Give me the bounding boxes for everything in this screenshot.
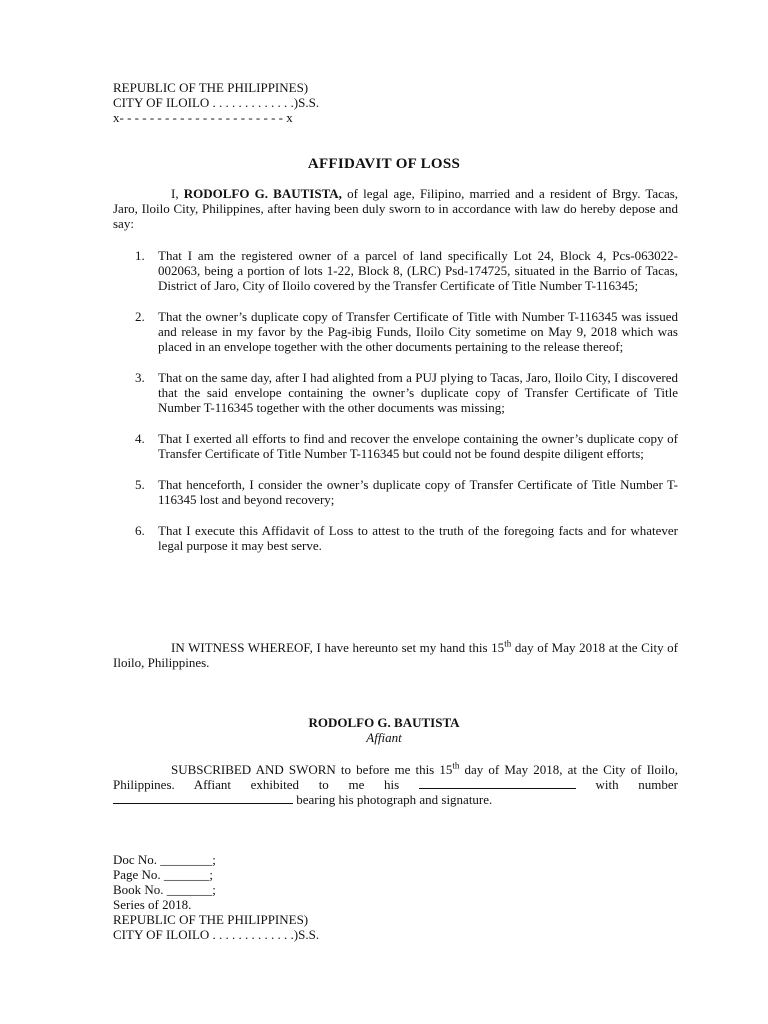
signature-block: [0, 715, 768, 745]
caption-city: CITY OF ILOILO . . . . . . . . . . . . .)S.S.: [113, 95, 320, 110]
intro-paragraph: [113, 186, 678, 231]
item-text: That I exerted all efforts to find and recover the envelope containing the owner’s duplicate copy of Transfer Certificate of Title Number T-116345 but could not be found despite diligent efforts;: [158, 431, 678, 461]
item-number: 2.: [135, 309, 145, 324]
witness-text-end: day of May 2018 at the City of Iloilo, Philippines.: [113, 640, 679, 670]
item-text: That I am the registered owner of a parcel of land specifically Lot 24, Block 4, Pcs-063022-002063, being a portion of lots 1-22, Block 8, (LRC) Psd-174725, situated in the Barrio of Tacas, District of Jaro, City of Iloilo covered by the Transfer Certificate of Title Number T-116345;: [158, 248, 678, 293]
list-item: [113, 309, 678, 354]
witness-paragraph: [113, 640, 678, 670]
id-number-blank[interactable]: [113, 792, 293, 804]
jurat-text-end: bearing his photograph and signature.: [296, 792, 493, 807]
witness-text: IN WITNESS WHEREOF, I have hereunto set my hand this 15: [171, 640, 505, 655]
jurat-with-number: with number: [595, 777, 679, 792]
item-number: 6.: [135, 523, 145, 538]
caption-republic-repeat: REPUBLIC OF THE PHILIPPINES): [113, 912, 309, 927]
book-no: Book No. _______;: [113, 882, 216, 897]
affiant-name-inline: RODOLFO G. BAUTISTA,: [183, 186, 342, 201]
list-item: [113, 370, 678, 415]
list-item: [113, 523, 678, 553]
caption-separator: x- - - - - - - - - - - - - - - - - - - - - - x: [113, 110, 293, 125]
venue-caption: [113, 80, 673, 125]
list-item: [113, 431, 678, 461]
list-item: [113, 248, 678, 293]
caption-republic: REPUBLIC OF THE PHILIPPINES): [113, 80, 309, 95]
list-item: [113, 477, 678, 507]
item-number: 4.: [135, 431, 145, 446]
ordinal-suffix: th: [452, 760, 460, 771]
item-text: That the owner’s duplicate copy of Transfer Certificate of Title with Number T-116345 was issued and release in my favor by the Pag-ibig Funds, Iloilo City sometime on May 9, 2018 which was placed in an envelope together with the other documents pertaining to the release thereof;: [158, 309, 678, 354]
item-number: 3.: [135, 370, 145, 385]
caption-city-repeat: CITY OF ILOILO . . . . . . . . . . . . .)S.S.: [113, 927, 320, 942]
series: Series of 2018.: [113, 897, 192, 912]
ordinal-suffix: th: [504, 638, 512, 649]
page-no: Page No. _______;: [113, 867, 214, 882]
statements-list: [113, 248, 678, 569]
item-text: That on the same day, after I had alighted from a PUJ plying to Tacas, Jaro, Iloilo City, I discovered that the said envelope containing the owner’s duplicate copy of Transfer Certificate of Title Number T-116345 together with the other documents was missing;: [158, 370, 678, 415]
item-number: 5.: [135, 477, 145, 492]
affiant-role: Affiant: [366, 730, 402, 745]
intro-prefix: I,: [171, 186, 179, 201]
jurat-text-mid: day of May 2018, at the City of Iloilo, Philippines. Affiant exhibited to me his: [113, 762, 678, 792]
document-title: AFFIDAVIT OF LOSS: [307, 156, 461, 172]
notarial-register: [113, 852, 673, 942]
affiant-name: RODOLFO G. BAUTISTA: [308, 715, 460, 730]
jurat-text: SUBSCRIBED AND SWORN to before me this 15: [171, 762, 453, 777]
item-text: That henceforth, I consider the owner’s duplicate copy of Transfer Certificate of Title Number T-116345 lost and beyond recovery;: [158, 477, 678, 507]
doc-no: Doc No. ________;: [113, 852, 216, 867]
item-text: That I execute this Affidavit of Loss to attest to the truth of the foregoing facts and for whatever legal purpose it may best serve.: [158, 523, 678, 553]
jurat-paragraph: [113, 762, 678, 807]
intro-text: of legal age, Filipino, married and a resident of Brgy. Tacas, Jaro, Iloilo City, Philippines, after having been duly sworn to in accordance with law do hereby depose and say:: [113, 186, 679, 231]
id-type-blank[interactable]: [419, 777, 576, 789]
item-number: 1.: [135, 248, 145, 263]
